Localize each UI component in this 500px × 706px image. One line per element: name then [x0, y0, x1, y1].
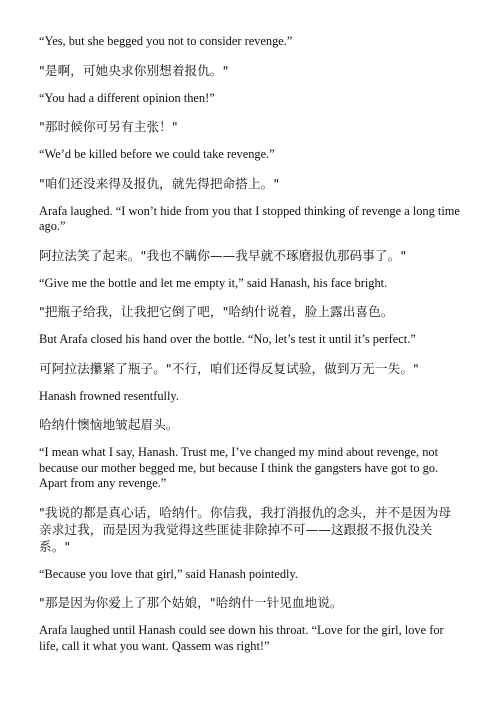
paragraph-english: “Yes, but she begged you not to consider revenge.” [39, 34, 293, 48]
paragraph-english: Hanash frowned resentfully. [39, 388, 179, 403]
paragraph-chinese: 哈纳什懊恼地皱起眉头。 [39, 417, 179, 432]
paragraph-english: But Arafa closed his hand over the bottle. “No, let’s test it until it’s perfect.” [39, 332, 416, 346]
paragraph-chinese: "是啊，可她央求你别想着报仇。" [39, 62, 229, 78]
paragraph-chinese: "那是因为你爱上了那个姑娘，"哈纳什一针见血地说。 [39, 595, 343, 610]
paragraph-chinese: "那时候你可另有主张！" [39, 119, 178, 134]
paragraph-english: Arafa laughed until Hanash could see down his throat. “Love for the girl, love for life, call it what you want. Qassem was right!” [39, 623, 444, 653]
paragraph-english: “Because you love that girl,” said Hanash pointedly. [39, 566, 298, 581]
paragraph-english: “We’d be killed before we could take revenge.” [39, 147, 275, 161]
paragraph-english: “You had a different opinion then!” [39, 90, 215, 105]
paragraph-english: Arafa laughed. “I won’t hide from you that I stopped thinking of revenge a long time ago.” [39, 203, 460, 233]
paragraph-chinese: "咱们还没来得及报仇，就先得把命搭上。" [39, 175, 280, 191]
paragraph-english: “Give me the bottle and let me empty it,” said Hanash, his face bright. [39, 275, 388, 290]
paragraph-chinese: "把瓶子给我，让我把它倒了吧，"哈纳什说着，脸上露出喜色。 [39, 304, 394, 319]
paragraph-chinese: "我说的都是真心话，哈纳什。你信我，我打消报仇的念头，并不是因为母亲求过我，而是因为我觉得这些匪徒非除掉不可——这跟报不报仇没关系。" [39, 504, 452, 554]
paragraph-chinese: 可阿拉法攥紧了瓶子。"不行，咱们还得反复试验，做到万无一失。" [39, 360, 419, 376]
paragraph-english: “I mean what I say, Hanash. Trust me, I’ve changed my mind about revenge, not because our mother begged me, but because I think the gangsters have got to go. Apart from any revenge.” [39, 445, 439, 490]
paragraph-chinese: 阿拉法笑了起来。"我也不瞒你——我早就不琢磨报仇那码事了。" [39, 247, 407, 263]
